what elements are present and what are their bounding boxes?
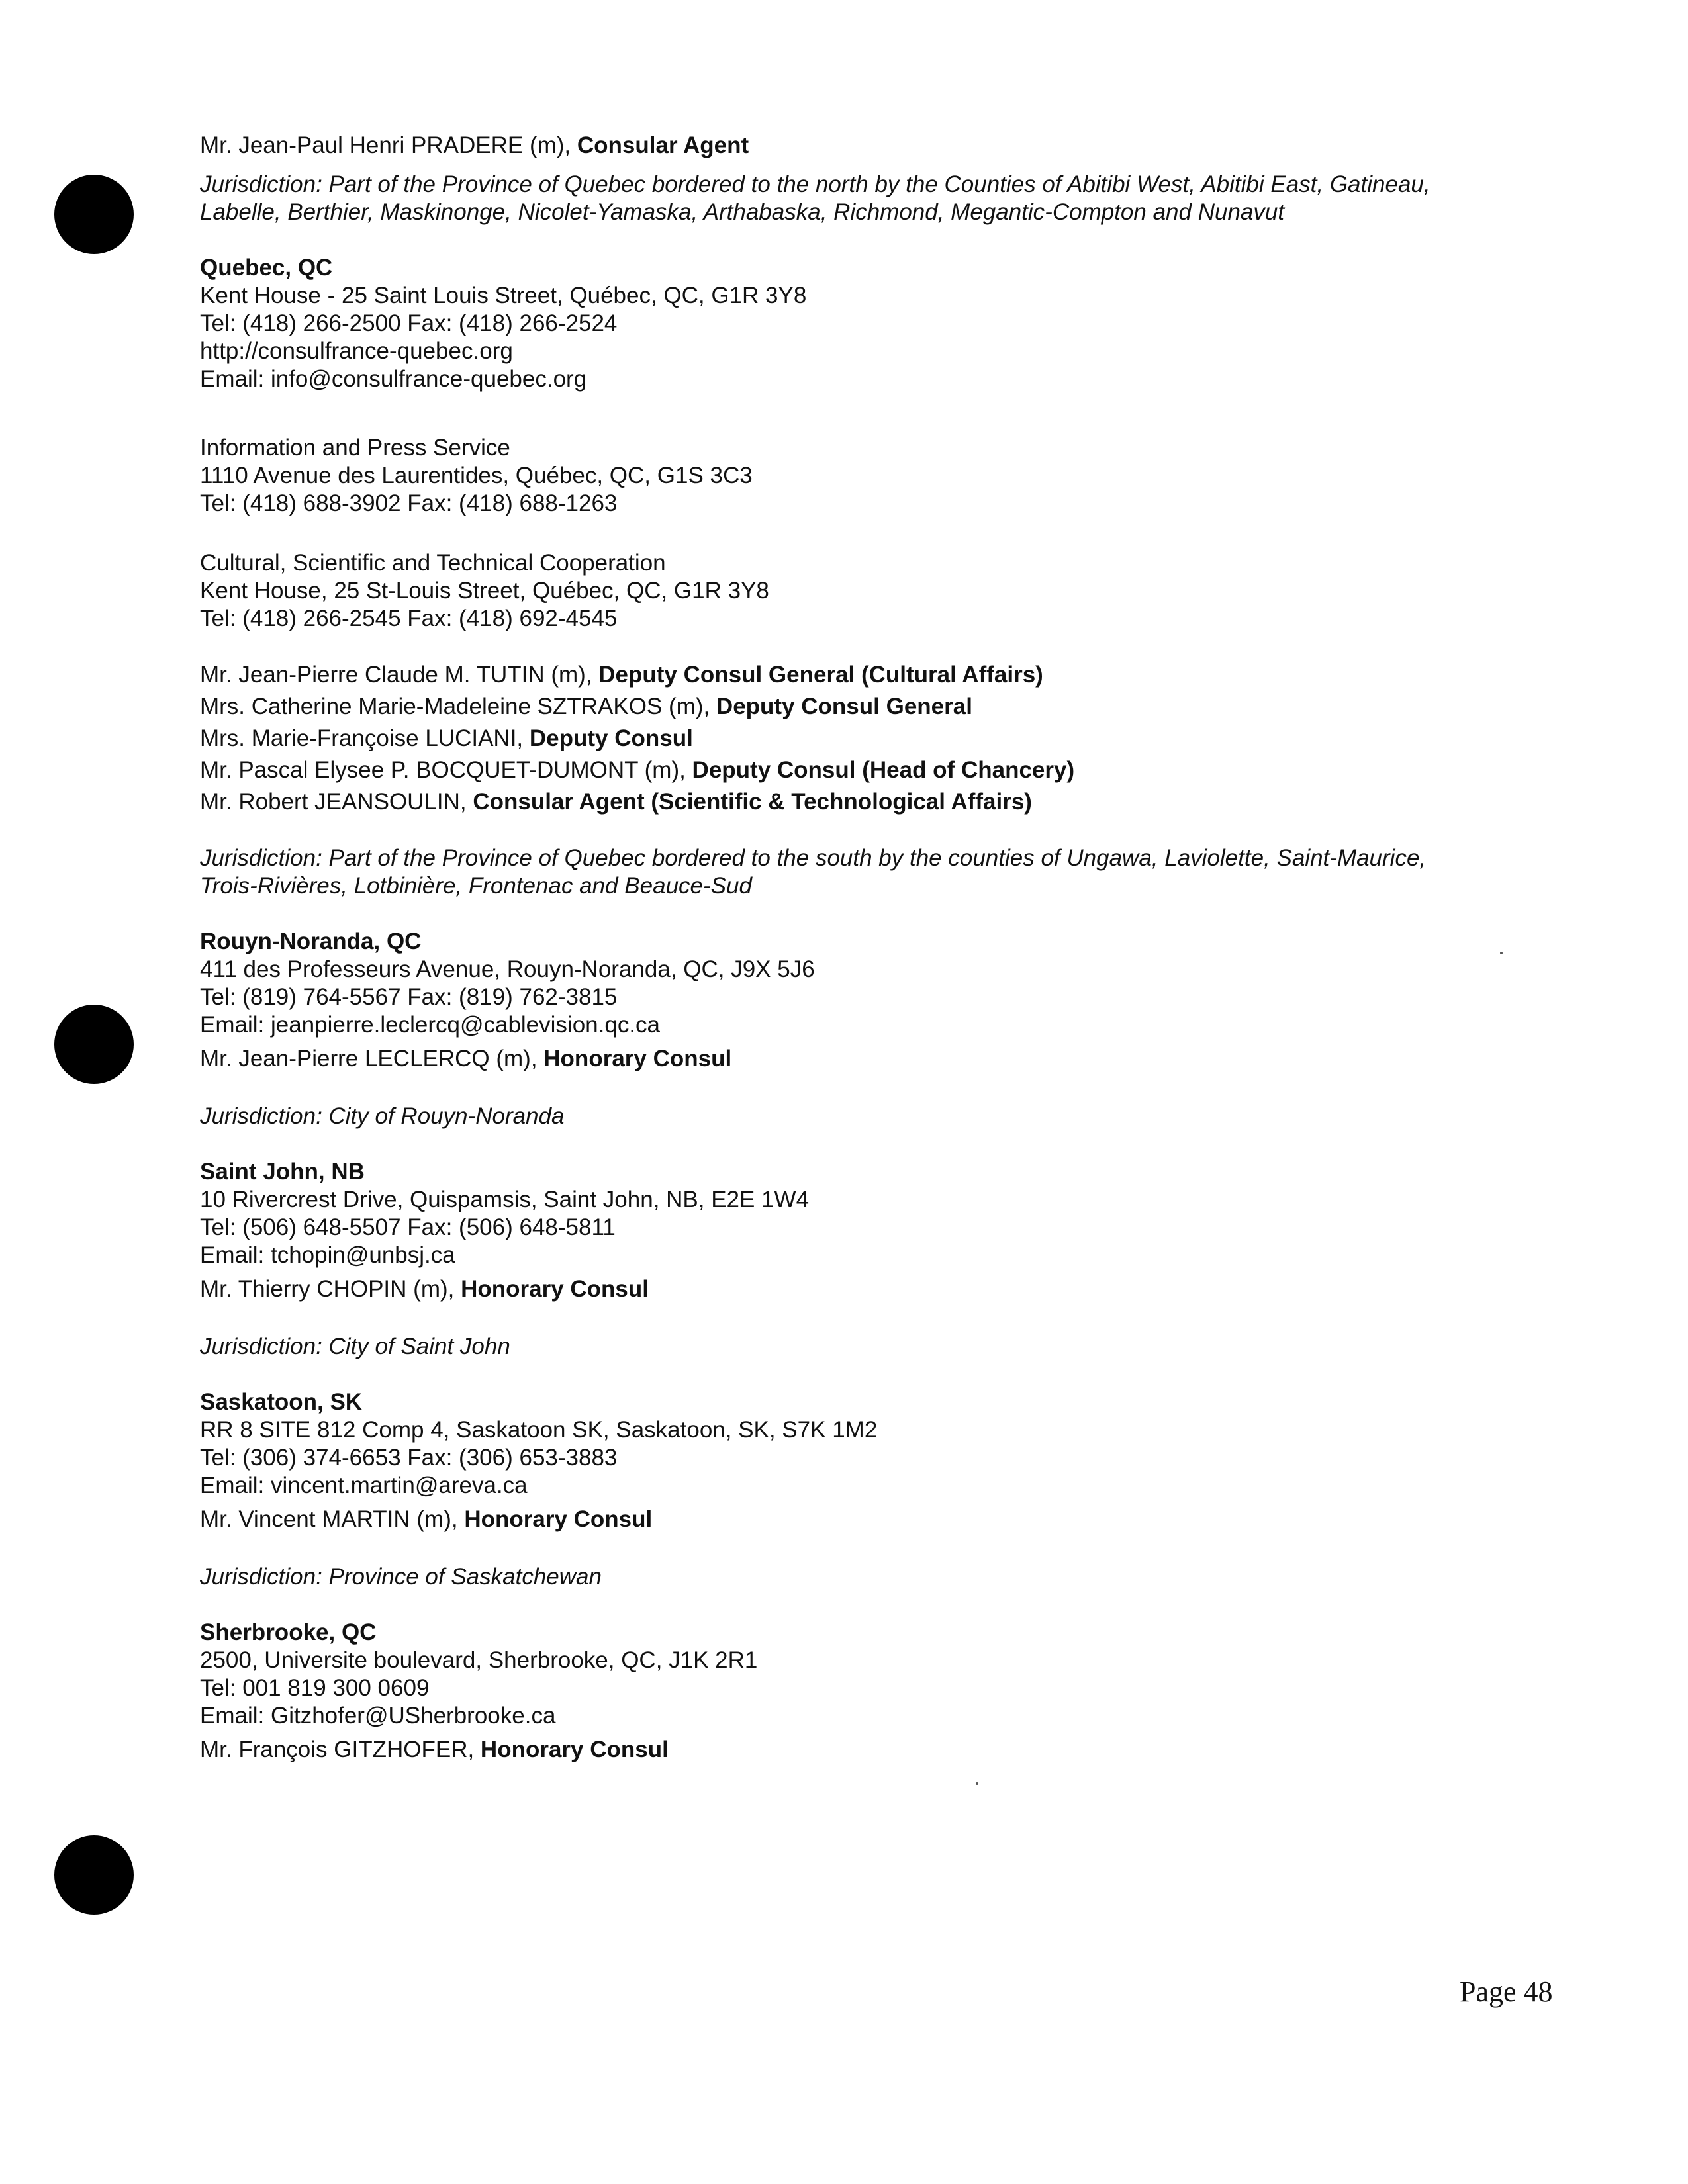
staff-entry: Mr. Jean-Pierre Claude M. TUTIN (m), Deputy Consul General (Cultural Affairs) (200, 662, 1043, 688)
staff-entry: Mr. Pascal Elysee P. BOCQUET-DUMONT (m), Deputy Consul (Head of Chancery) (200, 757, 1075, 783)
address-line: 10 Rivercrest Drive, Quispamsis, Saint John, NB, E2E 1W4 (200, 1187, 810, 1212)
page-number: Page 48 (1460, 1976, 1553, 2008)
staff-entry: Mr. Robert JEANSOULIN, Consular Agent (Scientific & Technological Affairs) (200, 789, 1032, 815)
jurisdiction-line: Jurisdiction: Province of Saskatchewan (200, 1564, 602, 1590)
jurisdiction-line: Trois-Rivières, Lotbinière, Frontenac and Beauce-Sud (200, 873, 752, 899)
service-name: Information and Press Service (200, 435, 510, 461)
phone-line: Tel: (306) 374-6653 Fax: (306) 653-3883 (200, 1445, 618, 1471)
jurisdiction-line: Jurisdiction: City of Rouyn-Noranda (200, 1103, 565, 1129)
section-heading-rouyn-noranda: Rouyn-Noranda, QC (200, 929, 422, 954)
staff-entry: Mr. Thierry CHOPIN (m), Honorary Consul (200, 1276, 649, 1302)
staff-entry: Mr. François GITZHOFER, Honorary Consul (200, 1737, 669, 1762)
address-line: 1110 Avenue des Laurentides, Québec, QC, G1S 3C3 (200, 463, 753, 488)
binder-hole-middle (54, 1005, 134, 1084)
address-line: Kent House, 25 St-Louis Street, Québec, QC, G1R 3Y8 (200, 578, 769, 604)
address-line: Kent House - 25 Saint Louis Street, Québec, QC, G1R 3Y8 (200, 283, 807, 308)
binder-hole-bottom (54, 1835, 134, 1915)
email-link[interactable]: Email: jeanpierre.leclercq@cablevision.qc.ca (200, 1012, 661, 1038)
address-line: RR 8 SITE 812 Comp 4, Saskatoon SK, Saskatoon, SK, S7K 1M2 (200, 1417, 878, 1443)
jurisdiction-line: Jurisdiction: City of Saint John (200, 1334, 510, 1359)
address-line: 2500, Universite boulevard, Sherbrooke, QC, J1K 2R1 (200, 1647, 758, 1673)
email-link[interactable]: Email: vincent.martin@areva.ca (200, 1473, 528, 1498)
phone-line: Tel: 001 819 300 0609 (200, 1675, 430, 1701)
phone-line: Tel: (819) 764-5567 Fax: (819) 762-3815 (200, 984, 618, 1010)
website-link[interactable]: http://consulfrance-quebec.org (200, 338, 513, 364)
document-body (200, 130, 1524, 1766)
scan-speck (976, 1782, 978, 1785)
staff-entry: Mrs. Catherine Marie-Madeleine SZTRAKOS (m), Deputy Consul General (200, 694, 972, 719)
address-line: 411 des Professeurs Avenue, Rouyn-Noranda, QC, J9X 5J6 (200, 956, 815, 982)
section-heading-quebec: Quebec, QC (200, 255, 333, 281)
staff-entry: Mr. Jean-Pierre LECLERCQ (m), Honorary Consul (200, 1046, 732, 1071)
jurisdiction-line: Labelle, Berthier, Maskinonge, Nicolet-Yamaska, Arthabaska, Richmond, Megantic-Compton and Nunavut (200, 199, 1285, 225)
email-link[interactable]: Email: Gitzhofer@USherbrooke.ca (200, 1703, 556, 1729)
staff-entry: Mr. Jean-Paul Henri PRADERE (m), Consular Agent (200, 132, 749, 158)
email-link[interactable]: Email: info@consulfrance-quebec.org (200, 366, 587, 392)
phone-line: Tel: (418) 688-3902 Fax: (418) 688-1263 (200, 490, 618, 516)
phone-line: Tel: (418) 266-2545 Fax: (418) 692-4545 (200, 606, 618, 631)
service-name: Cultural, Scientific and Technical Cooperation (200, 550, 666, 576)
jurisdiction-line: Jurisdiction: Part of the Province of Quebec bordered to the north by the Counties of Abitibi West, Abitibi East, Gatineau, (200, 171, 1430, 197)
staff-entry: Mrs. Marie-Françoise LUCIANI, Deputy Consul (200, 725, 693, 751)
phone-line: Tel: (418) 266-2500 Fax: (418) 266-2524 (200, 310, 618, 336)
email-link[interactable]: Email: tchopin@unbsj.ca (200, 1242, 455, 1268)
staff-entry: Mr. Vincent MARTIN (m), Honorary Consul (200, 1506, 653, 1532)
section-heading-saint-john: Saint John, NB (200, 1159, 365, 1185)
jurisdiction-line: Jurisdiction: Part of the Province of Quebec bordered to the south by the counties of Ungawa, Laviolette, Saint-Maurice, (200, 845, 1427, 871)
binder-hole-top (54, 175, 134, 254)
scan-speck (1500, 952, 1503, 954)
section-heading-sherbrooke: Sherbrooke, QC (200, 1619, 377, 1645)
section-heading-saskatoon: Saskatoon, SK (200, 1389, 363, 1415)
phone-line: Tel: (506) 648-5507 Fax: (506) 648-5811 (200, 1214, 616, 1240)
